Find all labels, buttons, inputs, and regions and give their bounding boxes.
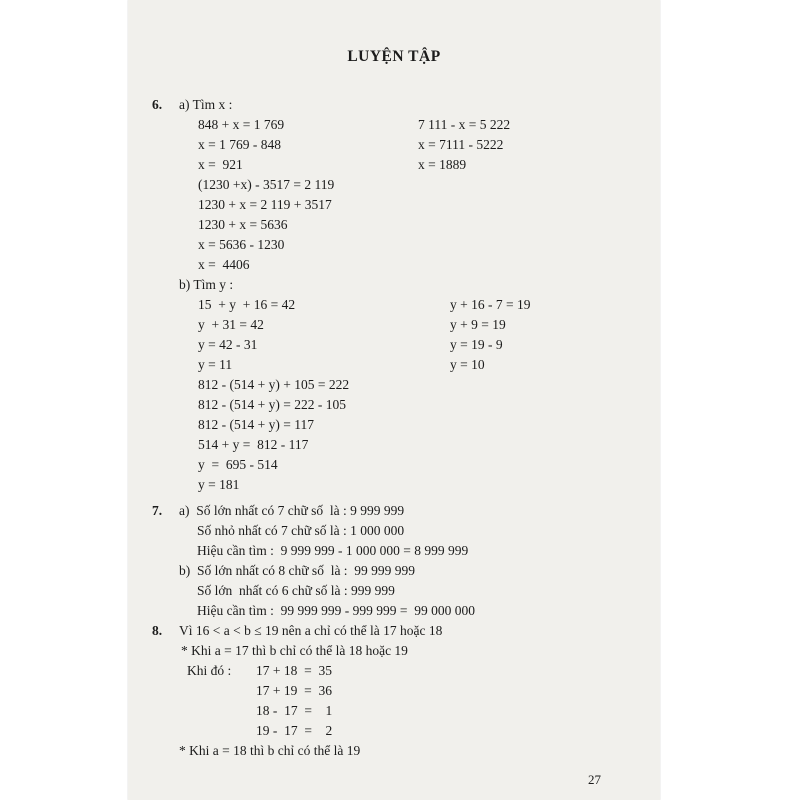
ex8-then-label: Khi đó : (187, 663, 232, 678)
ex6a-left-line: 1230 + x = 5636 (198, 217, 288, 232)
ex6a-left-line: x = 1 769 - 848 (198, 137, 281, 152)
ex6a-right-line: 7 111 - x = 5 222 (418, 117, 511, 132)
ex6a-left-line: x = 4406 (198, 257, 250, 272)
ex7a-line: Số nhỏ nhất có 7 chữ số là : 1 000 000 (197, 523, 405, 538)
ex6b-left-line: 812 - (514 + y) = 222 - 105 (198, 397, 346, 412)
ex6a-left-line: 1230 + x = 2 119 + 3517 (198, 197, 332, 212)
ex8-condition: Vì 16 < a < b ≤ 19 nên a chỉ có thể là 17 hoặc 18 (179, 623, 443, 638)
exercise-8-number: 8. (152, 623, 163, 638)
ex8-calc-line: 17 + 19 = 36 (256, 683, 332, 698)
ex6a-left-line: x = 5636 - 1230 (198, 237, 285, 252)
ex6a-left-line: x = 921 (198, 157, 243, 172)
ex8-calc-line: 17 + 18 = 35 (256, 663, 332, 678)
ex6a-left-line: (1230 +x) - 3517 = 2 119 (198, 177, 335, 192)
ex6b-left-line: y = 42 - 31 (198, 337, 258, 352)
ex6a-right-line: x = 7111 - 5222 (418, 137, 504, 152)
ex6b-right-line: y = 10 (450, 357, 485, 372)
ex7b-line: Số lớn nhất có 6 chữ số là : 999 999 (197, 583, 395, 598)
ex6b-left-line: y = 11 (198, 357, 233, 372)
ex8-calc-line: 19 - 17 = 2 (256, 723, 333, 738)
exercise-7-number: 7. (152, 503, 163, 518)
exercise-6-number: 6. (152, 97, 163, 112)
ex6b-left-line: 15 + y + 16 = 42 (198, 297, 296, 312)
ex8-case-2: * Khi a = 18 thì b chỉ có thể là 19 (179, 743, 361, 758)
page-title: LUYỆN TẬP (347, 48, 441, 65)
book-page (128, 0, 660, 800)
ex6b-right-line: y = 19 - 9 (450, 337, 503, 352)
ex6b-left-line: y = 695 - 514 (198, 457, 278, 472)
ex7a-line: a) Số lớn nhất có 7 chữ số là : 9 999 999 (179, 503, 405, 518)
exercise-6a-heading: a) Tìm x : (179, 97, 233, 112)
ex6b-left-line: y + 31 = 42 (198, 317, 264, 332)
ex8-calc-line: 18 - 17 = 1 (256, 703, 333, 718)
ex7b-line: Hiệu cần tìm : 99 999 999 - 999 999 = 99 000 000 (197, 603, 475, 618)
ex6b-right-line: y + 16 - 7 = 19 (450, 297, 531, 312)
ex6b-left-line: 812 - (514 + y) = 117 (198, 417, 314, 432)
ex7a-line: Hiệu cần tìm : 9 999 999 - 1 000 000 = 8 999 999 (197, 543, 469, 558)
ex6b-right-line: y + 9 = 19 (450, 317, 506, 332)
exercise-6b-heading: b) Tìm y : (179, 277, 234, 292)
ex6b-left-line: y = 181 (198, 477, 240, 492)
ex6a-right-line: x = 1889 (418, 157, 467, 172)
ex8-case-1: * Khi a = 17 thì b chỉ có thể là 18 hoặc 19 (181, 643, 408, 658)
page-number: 27 (588, 772, 601, 787)
ex6a-left-line: 848 + x = 1 769 (198, 117, 285, 132)
ex6b-left-line: 812 - (514 + y) + 105 = 222 (198, 377, 350, 392)
ex7b-line: b) Số lớn nhất có 8 chữ số là : 99 999 999 (179, 563, 416, 578)
ex6b-left-line: 514 + y = 812 - 117 (198, 437, 309, 452)
